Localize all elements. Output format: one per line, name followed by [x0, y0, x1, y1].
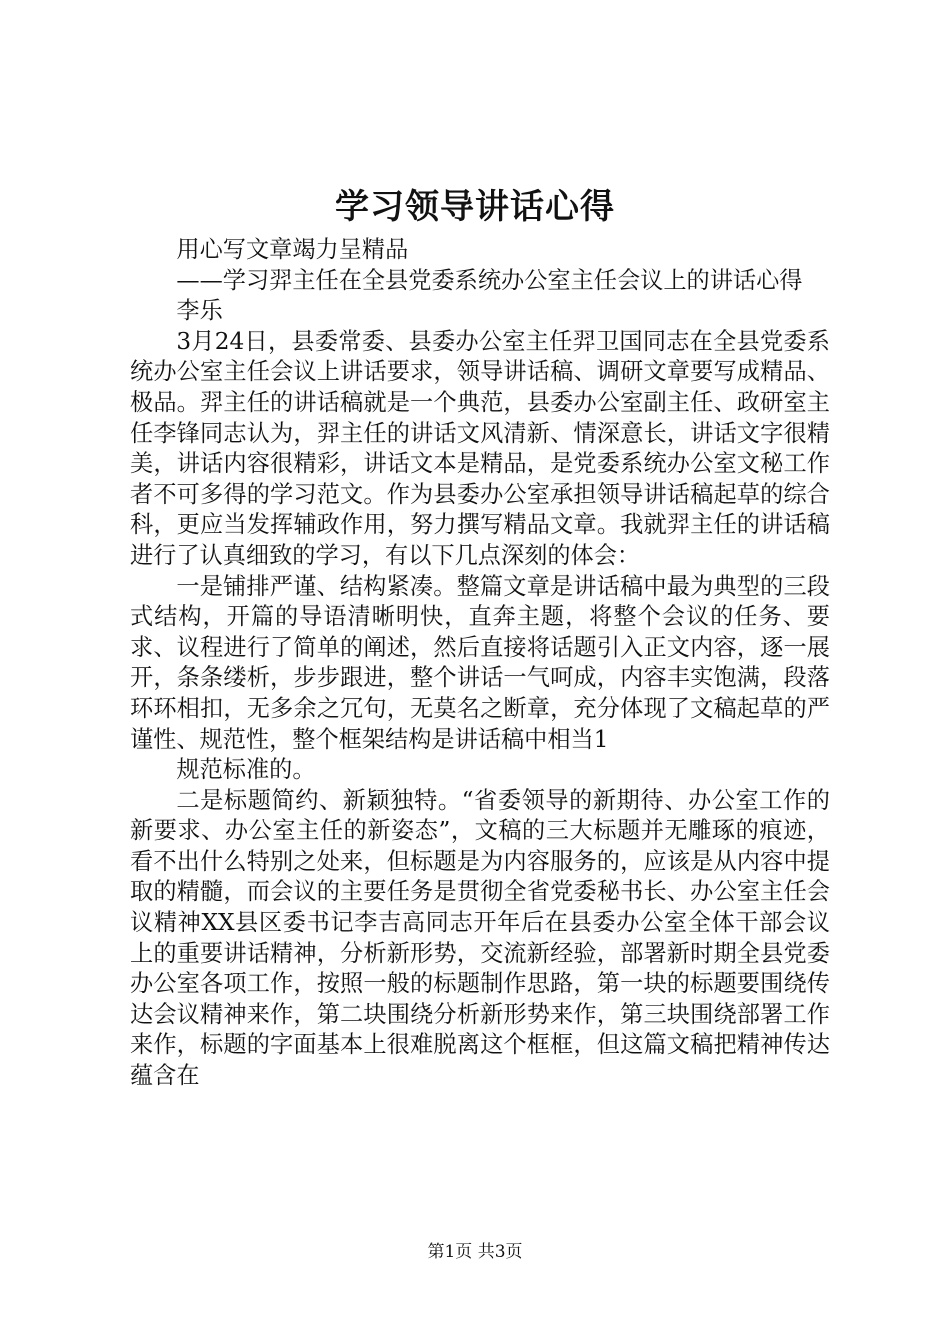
body-paragraph: 规范标准的。 — [176, 756, 316, 784]
subtitle-line: ——学习羿主任在全县党委系统办公室主任会议上的讲话心得 — [176, 266, 803, 294]
document-body — [130, 235, 830, 1092]
body-paragraph: 3月24日，县委常委、县委办公室主任羿卫国同志在全县党委系统办公室主任会议上讲话要求，领导讲话稿、调研文章要写成精品、极品。羿主任的讲话稿就是一个典范，县委办公室副主任、政研室主任李锋同志认为，羿主任的讲话文风清新、情深意长，讲话文字很精美，讲话内容很精彩，讲话文本是精品，是党委系统办公室文秘工作者不可多得的学习范文。作为县委办公室承担领导讲话稿起草的综合科，更应当发挥辅政作用，努力撰写精品文章。我就羿主任的讲话稿进行了认真细致的学习，有以下几点深刻的体会： — [130, 327, 830, 569]
subtitle-line: 用心写文章竭力呈精品 — [176, 236, 409, 263]
body-paragraph: 一是铺排严谨、结构紧凑。整篇文章是讲话稿中最为典型的三段式结构，开篇的导语清晰明快，直奔主题，将整个会议的任务、要求、议程进行了简单的阐述，然后直接将话题引入正文内容，逐一展开，条条缕析，步步跟进，整个讲话一气呵成，内容丰实饱满，段落环环相扣，无多余之冗句，无莫名之断章，充分体现了文稿起草的严谨性、规范性，整个框架结构是讲话稿中相当1 — [130, 572, 830, 753]
page-footer: 第1页 共3页 — [427, 1242, 523, 1262]
document-title: 学习领导讲话心得 — [335, 187, 615, 227]
body-paragraph: 二是标题简约、新颖独特。“省委领导的新期待、办公室工作的新要求、办公室主任的新姿态”，文稿的三大标题并无雕琢的痕迹，看不出什么特别之处来，但标题是为内容服务的，应该是从内容中提取的精髓，而会议的主要任务是贯彻全省党委秘书长、办公室主任会议精神XX县区委书记李吉高同志开年后在县委办公室全体干部会议上的重要讲话精神，分析新形势，交流新经验，部署新时期全县党委办公室各项工作，按照一般的标题制作思路，第一块的标题要围绕传达会议精神来作，第二块围绕分析新形势来作，第三块围绕部署工作来作，标题的字面基本上很难脱离这个框框，但这篇文稿把精神传达蕴含在 — [130, 786, 830, 1090]
author-line: 李乐 — [176, 297, 223, 325]
